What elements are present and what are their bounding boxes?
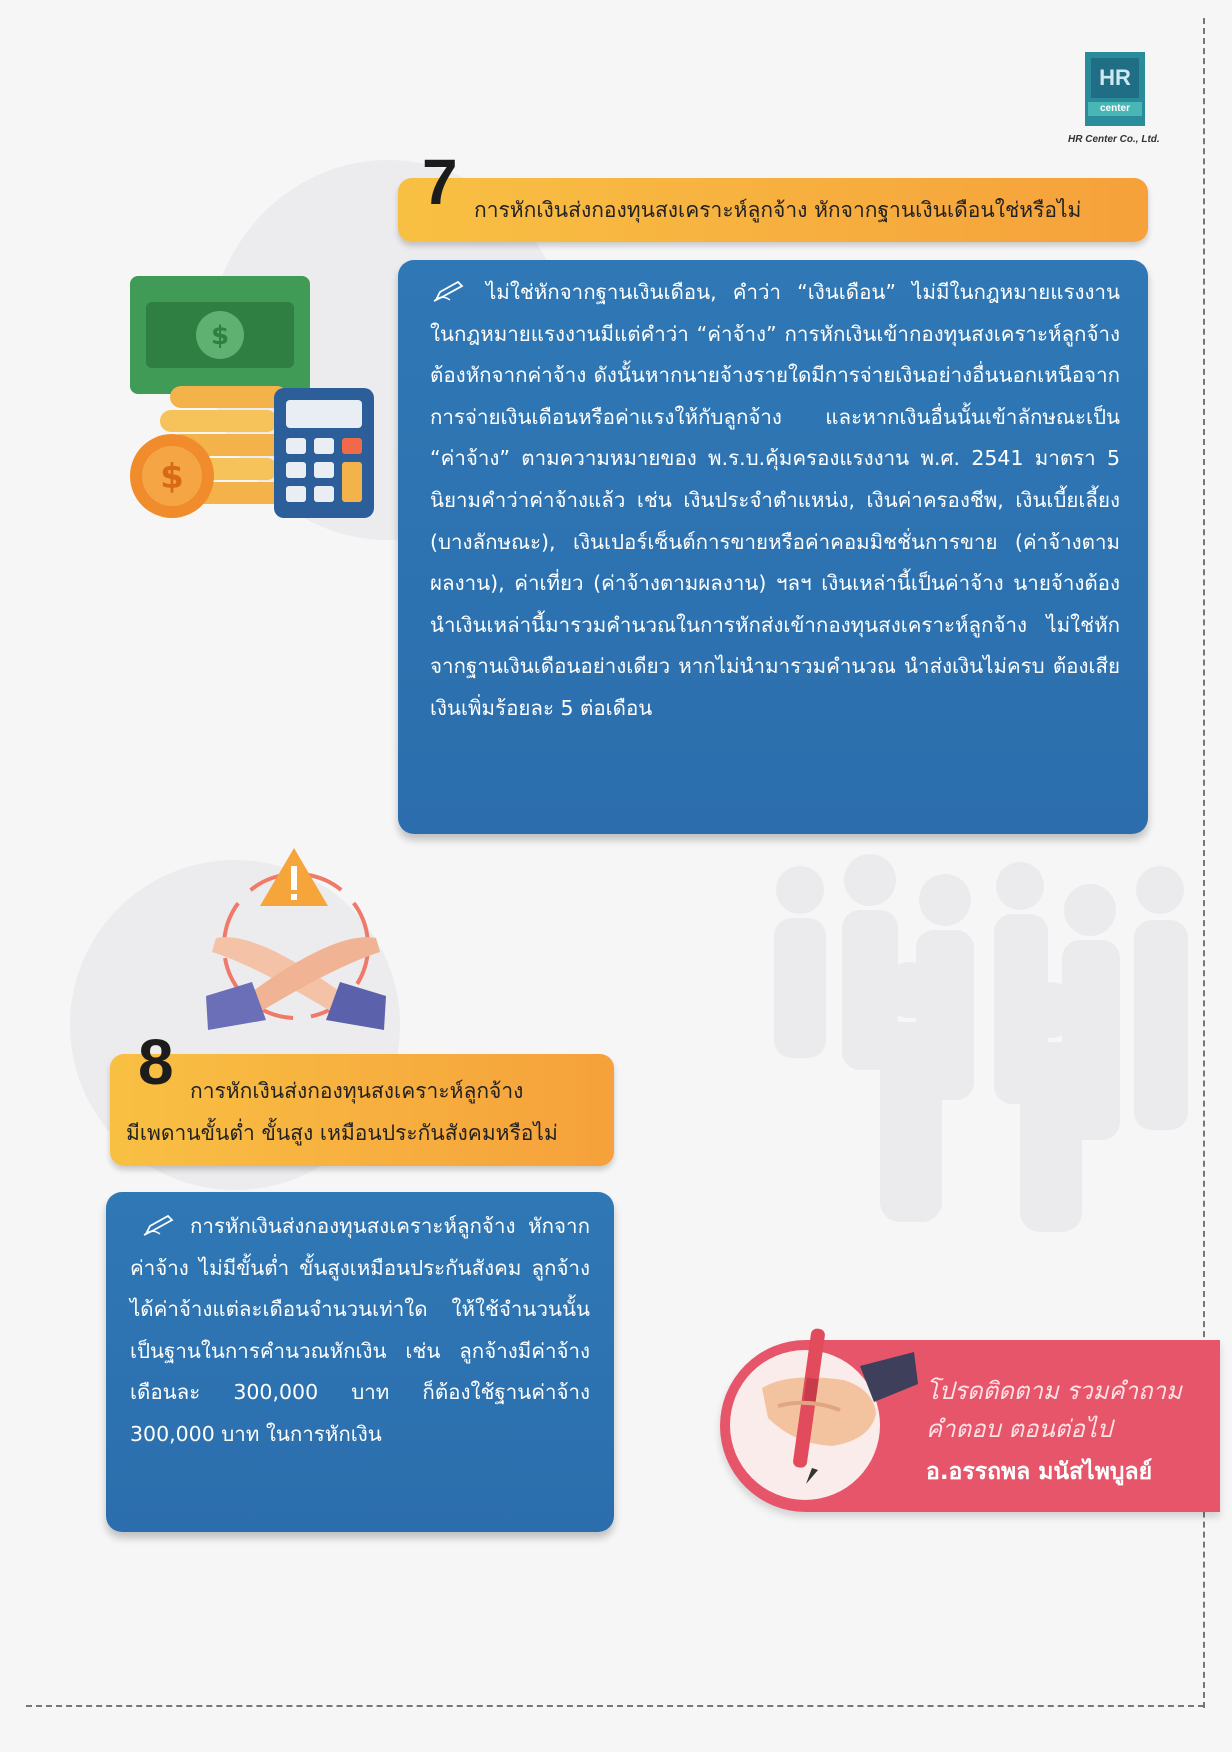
note-author: อ.อรรถพล มนัสไพบูลย์ — [926, 1459, 1153, 1485]
dashed-border-bottom — [26, 1705, 1204, 1707]
note-line-1: โปรดติดตาม รวมคำถาม — [926, 1377, 1182, 1405]
q8-answer-card — [106, 1192, 614, 1532]
q8-number: 8 — [138, 1026, 174, 1098]
hr-center-logo — [1085, 52, 1145, 126]
crossed-arms-icon — [196, 846, 396, 1036]
q8-title-line1: การหักเงินส่งกองทุนสงเคราะห์ลูกจ้าง — [190, 1079, 524, 1103]
money-calculator-icon — [128, 276, 378, 522]
note-text-block — [926, 1372, 1182, 1490]
q7-answer-paragraph — [430, 272, 1120, 730]
q7-answer-card — [398, 260, 1148, 834]
crowd-silhouette-decoration — [740, 820, 1200, 1240]
q7-number: 7 — [422, 146, 458, 218]
svg-text:$: $ — [160, 457, 184, 497]
q7-answer-text: ไม่ใช่หักจากฐานเงินเดือน, คำว่า “เงินเดือน” ไม่มีในกฎหมายแรงงาน ในกฎหมายแรงงานมีแต่คำว่า “ค่าจ้าง” การหักเงินเข้ากองทุนสงเคราะห์ลูกจ้างต้องหักจากค่าจ้าง ดังนั้นหากนายจ้างรายใดมีการจ่ายเงินอย่างอื่นนอกเหนือจากการจ่ายเงินเดือนหรือค่าแรงให้กับลูกจ้าง และหากเงินอื่นนั้นเข้าลักษณะเป็น “ค่าจ้าง” ตามความหมายของ พ.ร.บ.คุ้มครองแรงงาน พ.ศ. 2541 มาตรา 5 นิยามคำว่าค่าจ้างแล้ว เช่น เงินประจำตำแหน่ง, เงินค่าครองชีพ, เงินเบี้ยเลี้ยง (บางลักษณะ), เงินเปอร์เซ็นต์การขายหรือค่าคอมมิชชั่นการขาย (ค่าจ้างตามผลงาน), ค่าเที่ยว (ค่าจ้างตามผลงาน) ฯลฯ เงินเหล่านี้เป็นค่าจ้าง นายจ้างต้องนำเงินเหล่านี้มารวมคำนวณในการหักส่งเข้ากองทุนสงเคราะห์ลูกจ้าง ไม่ใช่หักจากฐานเงินเดือนอย่างเดียว หากไม่นำมารวมคำนวณ นำส่งเงินไม่ครบ ต้องเสียเงินเพิ่มร้อยละ 5 ต่อเดือน — [430, 280, 1120, 720]
q7-title: การหักเงินส่งกองทุนสงเคราะห์ลูกจ้าง หักจากฐานเงินเดือนใช่หรือไม่ — [474, 198, 1082, 222]
writing-hand-icon — [748, 1318, 918, 1488]
pen-icon — [432, 280, 466, 302]
q7-heading-bar — [398, 178, 1148, 242]
q8-answer-paragraph — [130, 1206, 590, 1456]
note-line-2: คำตอบ ตอนต่อไป — [926, 1415, 1113, 1443]
logo-caption: HR Center Co., Ltd. — [1068, 134, 1160, 145]
q8-heading-bar — [110, 1054, 614, 1166]
pen-icon — [142, 1214, 176, 1236]
logo-subtext: center — [1088, 102, 1142, 116]
svg-text:$: $ — [210, 321, 230, 351]
logo-mark: HR — [1091, 58, 1139, 98]
q8-title-line2: มีเพดานขั้นต่ำ ขั้นสูง เหมือนประกันสังคมหรือไม่ — [126, 1121, 558, 1145]
q8-answer-text: การหักเงินส่งกองทุนสงเคราะห์ลูกจ้าง หักจากค่าจ้าง ไม่มีขั้นต่ำ ขั้นสูงเหมือนประกันสังคม ลูกจ้างได้ค่าจ้างแต่ละเดือนจำนวนเท่าใด ให้ใช้จำนวนนั้นเป็นฐานในการคำนวณหักเงิน เช่น ลูกจ้างมีค่าจ้างเดือนละ 300,000 บาท ก็ต้องใช้ฐานค่าจ้าง 300,000 บาท ในการหักเงิน — [130, 1214, 590, 1446]
